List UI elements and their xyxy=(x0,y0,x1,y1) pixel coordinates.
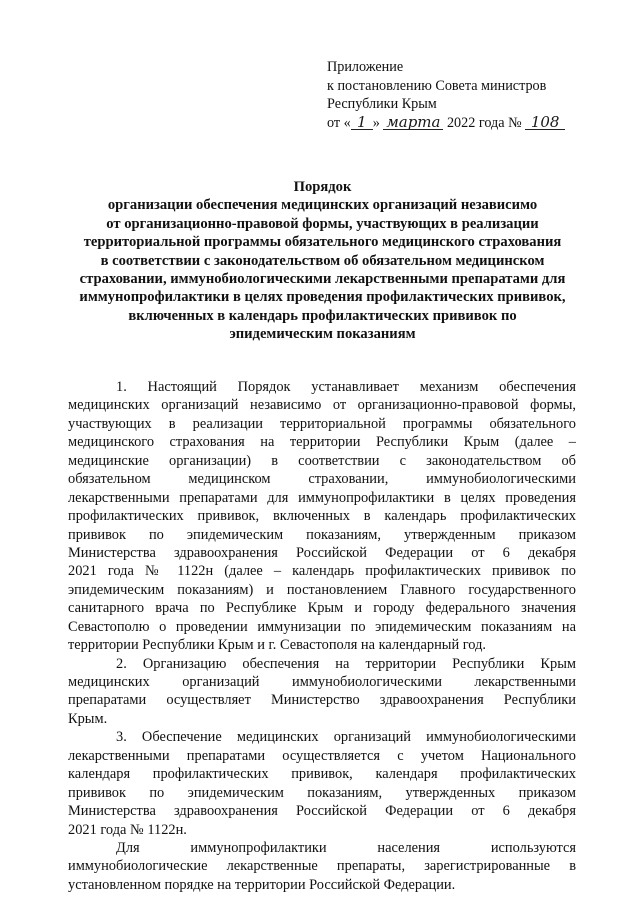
handwritten-day: 1 xyxy=(351,115,373,130)
paragraph-3-line: 2021 года № 1122н. xyxy=(68,821,187,838)
paragraph-1-line: территории Республики Крым и г. Севастополя на календарный год. xyxy=(68,637,486,654)
paragraph-1-line: профилактических прививок, включенных в календарь профилактических xyxy=(68,508,576,525)
appendix-line-1: Приложение xyxy=(327,59,404,75)
title-line: в соответствии с законодательством об обязательном медицинском xyxy=(100,252,545,269)
appendix-date-line xyxy=(327,114,565,133)
paragraph-1-line: прививок по эпидемическим показаниям, утвержденным приказом xyxy=(68,526,576,543)
paragraph-1-line: участвующих в реализации территориальной программы обязательного xyxy=(68,415,576,432)
paragraph-3-line: календаря профилактических прививок, календаря профилактических xyxy=(68,766,576,783)
paragraph-3-line: лекарственными препаратами осуществляется с учетом Национального xyxy=(68,747,576,764)
paragraph-2-line: Крым. xyxy=(68,710,108,727)
title-line: организации обеспечения медицинских организаций независимо xyxy=(107,197,538,214)
paragraph-1-line: лекарственными препаратами для иммунопрофилактики в целях проведения xyxy=(68,489,576,506)
paragraph-3-line: Министерства здравоохранения Российской Федерации от 6 декабря xyxy=(68,803,576,820)
paragraph-2-line: препаратами осуществляет Министерство здравоохранения Республики xyxy=(68,692,576,709)
paragraph-4-line: иммунобиологические лекарственные препараты, зарегистрированные в xyxy=(68,858,576,875)
paragraph-1-line: 2021 года № 1122н (далее – календарь профилактических прививок по xyxy=(68,563,576,580)
appendix-line-3: Республики Крым xyxy=(327,96,437,112)
paragraph-1-line: Министерства здравоохранения Российской Федерации от 6 декабря xyxy=(68,544,576,561)
paragraph-1-line: обязательном медицинском страховании, иммунобиологическими xyxy=(68,471,576,488)
title-line: включенных в календарь профилактических прививок по xyxy=(128,307,517,324)
paragraph-1-line: Севастополю о проведении иммунизации по эпидемическим показаниям на xyxy=(68,618,576,635)
paragraph-1-line: медицинского страхования на территории Республики Крым (далее – xyxy=(68,434,576,451)
title-line: страховании, иммунобиологическими лекарственными препаратами для xyxy=(79,271,566,288)
paragraph-1-line: медицинских организаций независимо от организационно-правовой формы, xyxy=(68,397,576,414)
title-line: иммунопрофилактики в целях проведения профилактических прививок, xyxy=(79,289,566,306)
title-line: территориальной программы обязательного медицинского страхования xyxy=(83,234,562,251)
title-line: от организационно-правовой формы, участвующих в реализации xyxy=(106,215,539,232)
paragraph-2-line: 2. Организацию обеспечения на территории Республики Крым xyxy=(116,655,576,672)
handwritten-month: марта xyxy=(383,115,443,130)
paragraph-4-line: установленном порядке на территории Российской Федерации. xyxy=(68,876,456,893)
paragraph-2-line: медицинских организаций иммунобиологическими лекарственными xyxy=(68,674,576,690)
paragraph-1-line: медицинские организации) в соответствии с законодательством об xyxy=(68,452,576,469)
paragraph-3-line: прививок по эпидемическим показаниям, утвержденных приказом xyxy=(68,784,576,801)
appendix-block xyxy=(327,58,565,132)
paragraph-1-line: эпидемическим показаниям) и постановлением Главного государственного xyxy=(68,581,576,598)
appendix-line-2: к постановлению Совета министров xyxy=(327,77,547,94)
title-line: эпидемическим показаниям xyxy=(229,326,416,343)
paragraph-4-line: Для иммунопрофилактики населения используются xyxy=(116,839,576,856)
date-prefix: от « xyxy=(327,114,351,131)
document-body xyxy=(68,378,576,894)
year-text: 2022 года № xyxy=(446,114,522,131)
paragraph-1-line: санитарного врача по Республике Крым и городу федерального значения xyxy=(68,600,576,617)
title-line: Порядок xyxy=(293,179,352,195)
date-quote-close: » xyxy=(372,114,380,131)
paragraph-3-line: 3. Обеспечение медицинских организаций иммунобиологическими xyxy=(116,729,576,746)
document-title xyxy=(60,178,585,344)
handwritten-number: 108 xyxy=(525,115,565,130)
paragraph-1-line: 1. Настоящий Порядок устанавливает механизм обеспечения xyxy=(116,379,576,395)
